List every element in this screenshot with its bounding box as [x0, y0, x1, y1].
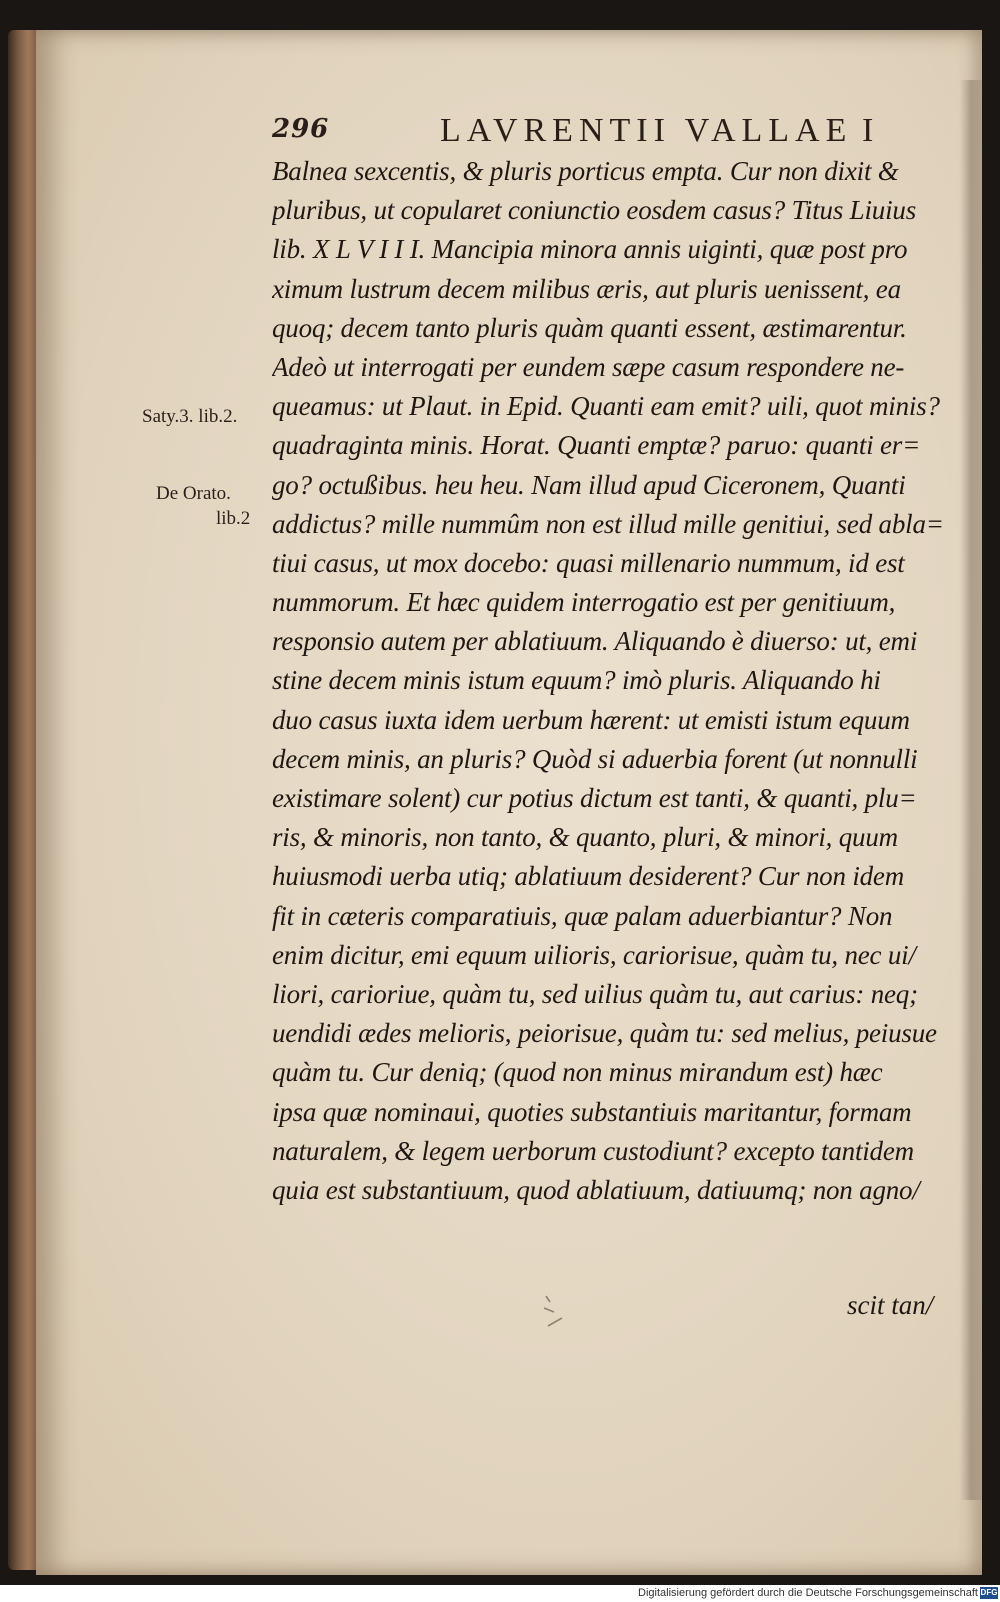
text-line: lib. X L V I I I. Mancipia minora annis uiginti, quæ post pro	[272, 234, 908, 265]
text-line: liori, carioriue, quàm tu, sed uilius quàm tu, aut carius: neq;	[272, 978, 918, 1009]
running-head: LAVRENTII VALLAE	[440, 112, 853, 149]
text-line: duo casus iuxta idem uerbum hærent: ut emisti istum equum	[272, 704, 910, 735]
text-line: ipsa quæ nominaui, quoties substantiuis maritantur, formam	[272, 1096, 912, 1127]
marginal-note-satyra: Saty.3. lib.2.	[142, 406, 238, 427]
marginal-note-lib: lib.2	[216, 508, 251, 529]
funding-credit: Digitalisierung gefördert durch die Deutsche Forschungsgemeinschaft	[638, 1587, 978, 1599]
text-line: huiusmodi uerba utiq; ablatiuum desiderent? Cur non idem	[272, 861, 905, 892]
text-line: existimare solent) cur potius dictum est tanti, & quanti, plu=	[272, 783, 917, 813]
page-header	[272, 112, 952, 152]
text-line: addictus? mille nummûm non est illud mille genitiui, sed abla=	[272, 508, 944, 539]
text-line: quàm tu. Cur deniq; (quod non minus mirandum est) hæc	[272, 1057, 883, 1088]
text-line: Balnea sexcentis, & pluris porticus empta. Cur non dixit &	[272, 156, 899, 186]
text-line: nummorum. Et hæc quidem interrogatio est per genitiuum,	[272, 587, 896, 618]
catchword: scit tan/	[847, 1290, 934, 1320]
text-line: quoq; decem tanto pluris quàm quanti essent, æstimarentur.	[272, 312, 907, 343]
marginal-note-de-oratore: De Orato.	[156, 483, 231, 504]
text-line: stine decem minis istum equum? imò pluris. Aliquando hi	[272, 665, 881, 696]
text-line: fit in cæteris comparatiuis, quæ palam aduerbiantur? Non	[272, 900, 893, 931]
text-line: go? octußibus. heu heu. Nam illud apud Ciceronem, Quanti	[272, 469, 906, 500]
page-number: 296	[272, 114, 330, 144]
running-head-mark: I	[862, 112, 874, 149]
dfg-logo-icon: DFG	[980, 1588, 998, 1597]
text-line: naturalem, & legem uerborum custodiunt? excepto tantidem	[272, 1135, 914, 1166]
text-line: quadraginta minis. Horat. Quanti emptæ? paruo: quanti er=	[272, 430, 921, 461]
text-line: uendidi ædes melioris, peiorisue, quàm tu: sed melius, peiusue	[272, 1018, 937, 1049]
body-text	[272, 152, 972, 1210]
text-line: tiui casus, ut mox docebo: quasi millenario nummum, id est	[272, 547, 905, 578]
text-line: pluribus, ut copularet coniunctio eosdem casus? Titus Liuius	[272, 195, 917, 226]
text-line: decem minis, an pluris? Quòd si aduerbia forent (ut nonnulli	[272, 743, 918, 774]
text-line: responsio autem per ablatiuum. Aliquando è diuerso: ut, emi	[272, 626, 918, 657]
digitization-footer	[0, 1585, 1000, 1602]
ink-smudge-icon	[540, 1292, 568, 1332]
text-line: enim dicitur, emi equum uilioris, cariorisue, quàm tu, nec ui/	[272, 939, 916, 970]
text-line: ximum lustrum decem milibus æris, aut pluris uenissent, ea	[272, 273, 901, 304]
text-line: quia est substantiuum, quod ablatiuum, datiuumq; non agno/	[272, 1174, 920, 1205]
text-line: ris, & minoris, non tanto, & quanto, pluri, & minori, quum	[272, 822, 898, 853]
text-line: Adeò ut interrogati per eundem sæpe casum respondere ne-	[272, 351, 905, 382]
text-line: queamus: ut Plaut. in Epid. Quanti eam emit? uili, quot minis?	[272, 391, 940, 422]
